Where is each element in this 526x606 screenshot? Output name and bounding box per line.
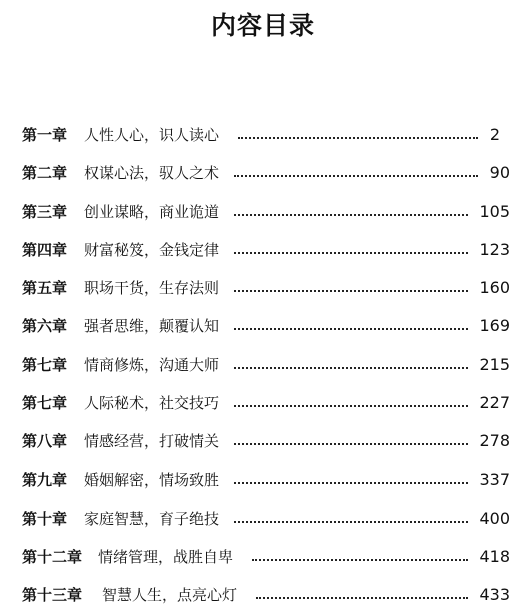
chapter-heading: 人性人心，识人读心 xyxy=(84,126,220,144)
chapter-number: 第十章 xyxy=(22,510,68,528)
dot-leader xyxy=(238,137,478,139)
toc-entry[interactable] xyxy=(22,315,510,337)
chapter-number: 第十三章 xyxy=(22,586,83,604)
toc-entry[interactable] xyxy=(22,546,510,568)
dot-leader xyxy=(256,597,468,599)
chapter-heading: 智慧人生，点亮心灯 xyxy=(102,586,238,604)
dot-leader xyxy=(234,521,468,523)
chapter-number: 第十二章 xyxy=(22,548,83,566)
toc-entry[interactable] xyxy=(22,584,510,606)
dot-leader xyxy=(234,175,478,177)
chapter-number: 第二章 xyxy=(22,164,68,182)
toc-entry[interactable] xyxy=(22,239,510,261)
page-number: 433 xyxy=(479,585,510,604)
chapter-number: 第九章 xyxy=(22,471,68,489)
chapter-heading: 人际秘术，社交技巧 xyxy=(84,394,220,412)
dot-leader xyxy=(234,328,468,330)
chapter-heading: 家庭智慧，育子绝技 xyxy=(84,510,220,528)
chapter-heading: 情商修炼，沟通大师 xyxy=(84,356,220,374)
page-number: 400 xyxy=(479,509,510,528)
dot-leader xyxy=(234,405,468,407)
chapter-number: 第三章 xyxy=(22,203,68,221)
chapter-number: 第七章 xyxy=(22,356,68,374)
page-title: 内容目录 xyxy=(210,11,315,40)
chapter-heading: 职场干货，生存法则 xyxy=(84,279,220,297)
chapter-heading: 财富秘笈，金钱定律 xyxy=(84,241,220,259)
chapter-number: 第四章 xyxy=(22,241,68,259)
toc-entry[interactable] xyxy=(22,277,510,299)
chapter-number: 第八章 xyxy=(22,432,68,450)
dot-leader xyxy=(234,443,468,445)
dot-leader xyxy=(234,214,468,216)
page-number: 105 xyxy=(479,202,510,221)
chapter-number: 第五章 xyxy=(22,279,68,297)
toc-entry[interactable] xyxy=(22,469,510,491)
dot-leader xyxy=(234,252,468,254)
page-number: 160 xyxy=(479,278,510,297)
page-number: 90 xyxy=(489,163,510,182)
chapter-number: 第七章 xyxy=(22,394,68,412)
dot-leader xyxy=(234,482,468,484)
page-number: 337 xyxy=(479,470,510,489)
page-number: 418 xyxy=(479,547,510,566)
page-number: 227 xyxy=(479,393,510,412)
page-number: 169 xyxy=(479,316,510,335)
toc-entry[interactable] xyxy=(22,354,510,376)
chapter-heading: 情绪管理，战胜自卑 xyxy=(98,548,234,566)
chapter-number: 第一章 xyxy=(22,126,68,144)
toc-entry[interactable] xyxy=(22,430,510,452)
chapter-number: 第六章 xyxy=(22,317,68,335)
toc-entry[interactable] xyxy=(22,162,510,184)
page-number: 278 xyxy=(479,431,510,450)
chapter-heading: 情感经营，打破情关 xyxy=(84,432,220,450)
page-number: 2 xyxy=(489,125,500,144)
dot-leader xyxy=(234,367,468,369)
chapter-heading: 创业谋略，商业诡道 xyxy=(84,203,220,221)
chapter-heading: 权谋心法，驭人之术 xyxy=(84,164,220,182)
chapter-heading: 强者思维，颠覆认知 xyxy=(84,317,220,335)
dot-leader xyxy=(252,559,468,561)
toc-entry[interactable] xyxy=(22,392,510,414)
toc-entry[interactable] xyxy=(22,124,510,146)
dot-leader xyxy=(234,290,468,292)
toc-entry[interactable] xyxy=(22,508,510,530)
toc-entry[interactable] xyxy=(22,201,510,223)
chapter-heading: 婚姻解密，情场致胜 xyxy=(84,471,220,489)
page-number: 215 xyxy=(479,355,510,374)
page-number: 123 xyxy=(479,240,510,259)
